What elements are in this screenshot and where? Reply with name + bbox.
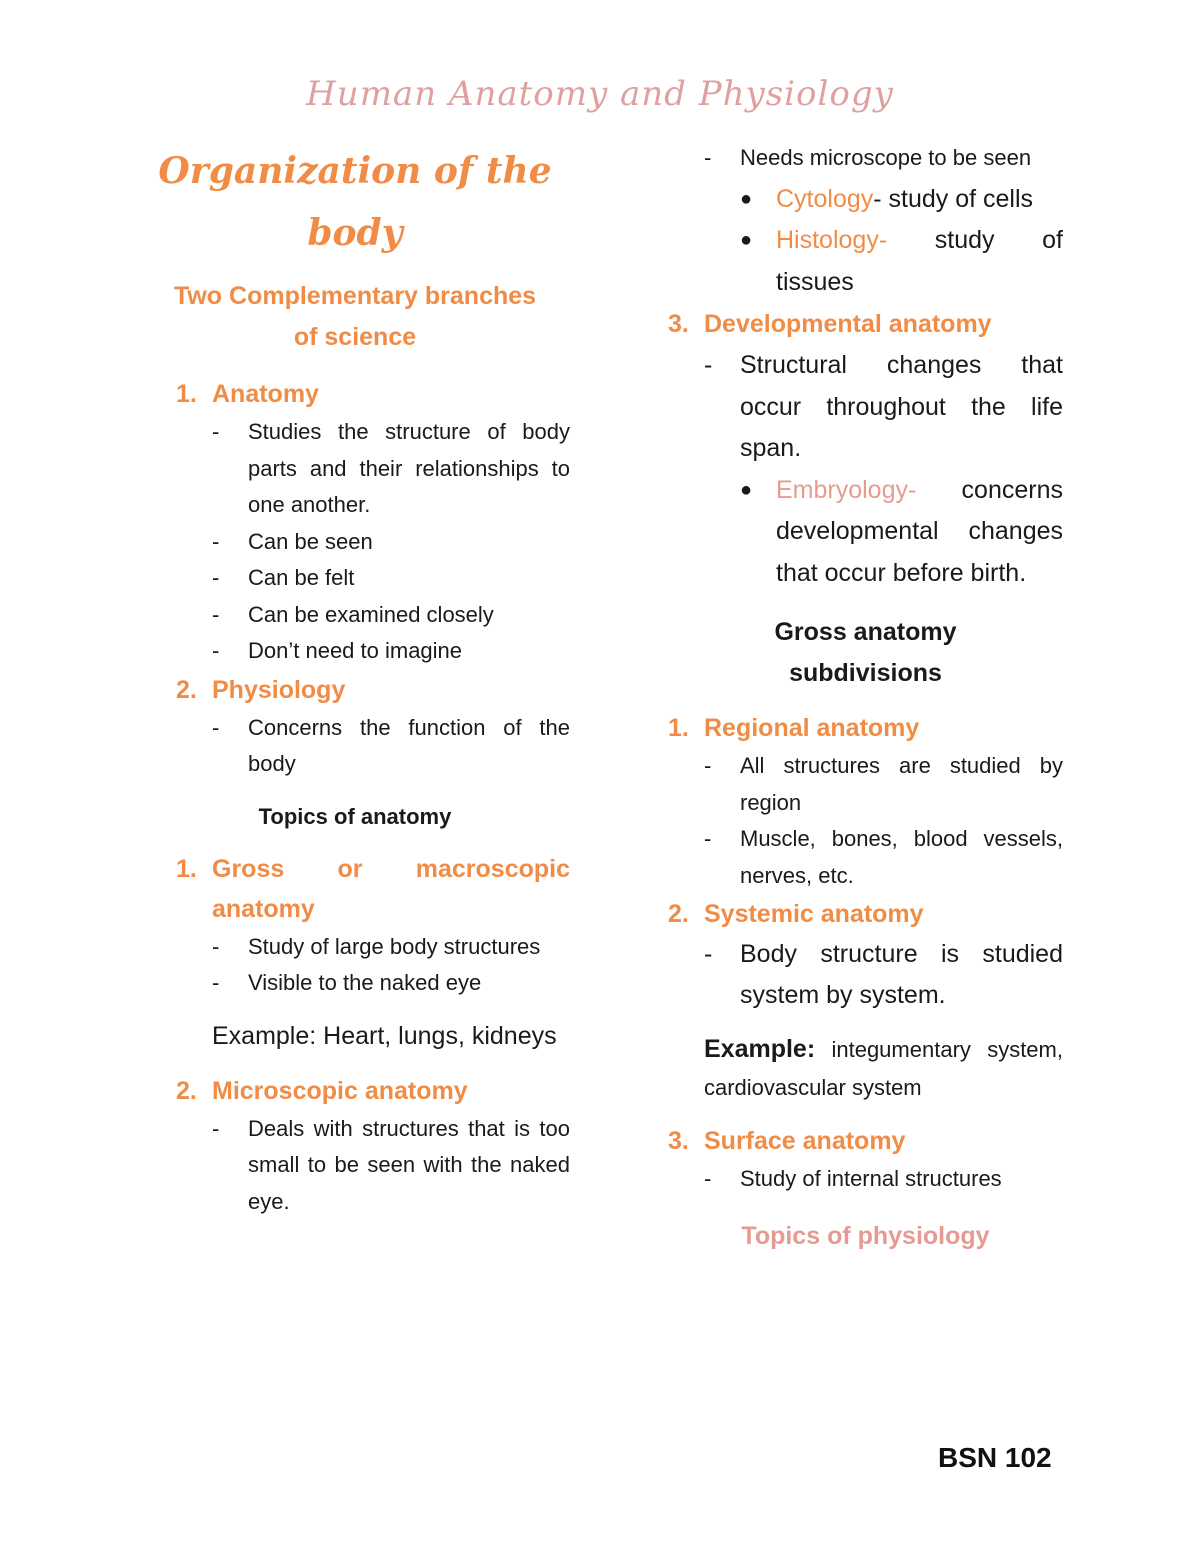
section-label: Systemic anatomy xyxy=(704,900,924,928)
microscopic-anatomy-section xyxy=(140,1071,570,1221)
list-item-text: Structural changes that occur throughout the life span. xyxy=(740,351,1063,462)
topics-of-physiology-heading: Topics of physiology xyxy=(741,1221,990,1250)
list-item: - Concerns the function of the body xyxy=(140,710,570,783)
section-number: 2. xyxy=(176,1076,197,1105)
section-label: Surface anatomy xyxy=(704,1127,906,1155)
developmental-subtopics xyxy=(668,470,1063,595)
surface-list xyxy=(668,1161,1063,1198)
systemic-anatomy-section xyxy=(668,894,1063,1107)
gross-subdivisions-line2: subdivisions xyxy=(789,659,942,687)
section-heading xyxy=(668,303,1063,345)
section-number: 3. xyxy=(668,310,689,338)
embryology-desc: concerns developmental changes that occur before birth. xyxy=(776,475,1063,587)
systemic-example xyxy=(668,1030,1063,1107)
anatomy-list xyxy=(140,414,570,670)
course-code: BSN 102 xyxy=(938,1442,1052,1473)
surface-anatomy-section xyxy=(668,1121,1063,1198)
section-number: 2. xyxy=(668,900,689,928)
physiology-section xyxy=(140,670,570,783)
topics-of-anatomy-heading: Topics of anatomy xyxy=(258,803,452,829)
list-item: - Muscle, bones, blood vessels, nerves, etc. xyxy=(668,821,1063,894)
list-item-text: Deals with structures that is too small to be seen with the naked eye. xyxy=(248,1115,570,1214)
list-item: - Deals with structures that is too small to be seen with the naked eye. xyxy=(140,1111,570,1221)
cytology-term: Cytology xyxy=(776,184,874,213)
section-number: 1. xyxy=(176,854,197,883)
cytology-desc: - study of cells xyxy=(873,184,1034,213)
list-item: - Visible to the naked eye xyxy=(140,965,570,1002)
list-item: - Can be examined closely xyxy=(140,597,570,634)
anatomy-section xyxy=(140,374,570,670)
list-item-text: Can be seen xyxy=(248,528,373,554)
list-item-text: Don’t need to imagine xyxy=(248,638,463,663)
list-item-text: Body structure is studied system by system. xyxy=(740,940,1063,1009)
branches-heading xyxy=(140,276,570,358)
list-item: - Can be seen xyxy=(140,524,570,561)
histology-desc: study of tissues xyxy=(776,226,1063,296)
section-label: Anatomy xyxy=(212,380,319,408)
list-item-text: Can be felt xyxy=(248,565,355,590)
gross-subdivisions-heading xyxy=(668,612,1063,694)
section-heading xyxy=(140,1071,570,1111)
list-item: ● Embryology- concerns developmental changes that occur before birth. xyxy=(740,475,1063,587)
list-item-text: Needs microscope to be seen xyxy=(740,145,1032,170)
section-heading xyxy=(668,894,1063,934)
left-column xyxy=(140,140,570,1220)
section-heading xyxy=(140,374,570,414)
microscopic-anatomy-list xyxy=(140,1111,570,1221)
regional-anatomy-section xyxy=(668,708,1063,894)
gross-anatomy-list xyxy=(140,929,570,1002)
list-item: - Study of internal structures xyxy=(668,1161,1063,1198)
list-item: - Structural changes that occur throughout the life span. xyxy=(668,345,1063,470)
section-label: Physiology xyxy=(212,675,346,704)
physiology-list xyxy=(140,710,570,783)
regional-list xyxy=(668,748,1063,894)
list-item: - Don’t need to imagine xyxy=(140,633,570,670)
section-heading xyxy=(668,708,1063,748)
section-number: 1. xyxy=(176,380,197,408)
section-label: Microscopic anatomy xyxy=(212,1076,468,1105)
embryology-term: Embryology- xyxy=(776,475,917,504)
list-item-text: Study of internal structures xyxy=(740,1166,1002,1191)
developmental-list xyxy=(668,345,1063,470)
microscopic-subtopics xyxy=(668,179,1063,304)
list-item: - Body structure is studied system by system. xyxy=(668,934,1063,1016)
example-label: Example: xyxy=(704,1035,816,1063)
right-column xyxy=(668,140,1063,1257)
list-item: - Study of large body structures xyxy=(140,929,570,966)
section-heading xyxy=(140,670,570,710)
section-label: Gross or macroscopic anatomy xyxy=(212,854,570,923)
section-label: Regional anatomy xyxy=(704,714,920,742)
list-item-text: Visible to the naked eye xyxy=(248,970,482,995)
organization-heading-line2: body xyxy=(307,212,403,254)
list-item-text: Muscle, bones, blood vessels, nerves, etc. xyxy=(740,826,1063,888)
section-number: 1. xyxy=(668,714,689,742)
organization-heading-line1: Organization of the xyxy=(158,150,552,192)
microscopic-continued-list xyxy=(668,140,1063,177)
gross-subdivisions-line1: Gross anatomy xyxy=(774,618,957,646)
branches-heading-line1: Two Complementary branches xyxy=(173,282,537,310)
list-item-text: Studies the structure of body parts and their relationships to one another. xyxy=(248,419,570,517)
developmental-anatomy-section xyxy=(668,303,1063,594)
list-item: - Can be felt xyxy=(140,560,570,597)
organization-heading xyxy=(140,140,570,264)
list-item-text: Concerns the function of the body xyxy=(248,714,570,776)
list-item: - Needs microscope to be seen xyxy=(668,140,1063,177)
histology-term: Histology- xyxy=(776,226,888,254)
section-number: 2. xyxy=(176,675,197,704)
systemic-list xyxy=(668,934,1063,1016)
section-label: Developmental anatomy xyxy=(704,310,992,338)
list-item: ● Cytology- study of cells xyxy=(740,184,1034,213)
section-heading xyxy=(668,1121,1063,1161)
list-item-text: All structures are studied by region xyxy=(740,753,1063,815)
gross-anatomy-section xyxy=(140,849,570,1057)
document-title: Human Anatomy and Physiology xyxy=(306,74,894,114)
gross-anatomy-example: Example: Heart, lungs, kidneys xyxy=(212,1021,557,1050)
section-number: 3. xyxy=(668,1127,689,1155)
list-item: ● Histology- study of tissues xyxy=(740,226,1063,296)
branches-heading-line2: of science xyxy=(293,323,417,351)
list-item-text: Can be examined closely xyxy=(248,601,494,627)
list-item-text: Study of large body structures xyxy=(248,933,541,959)
example-text: integumentary system, cardiovascular system xyxy=(704,1037,1063,1100)
list-item: - All structures are studied by region xyxy=(668,748,1063,821)
list-item: - Studies the structure of body parts and their relationships to one another. xyxy=(140,414,570,524)
section-heading xyxy=(140,849,570,929)
